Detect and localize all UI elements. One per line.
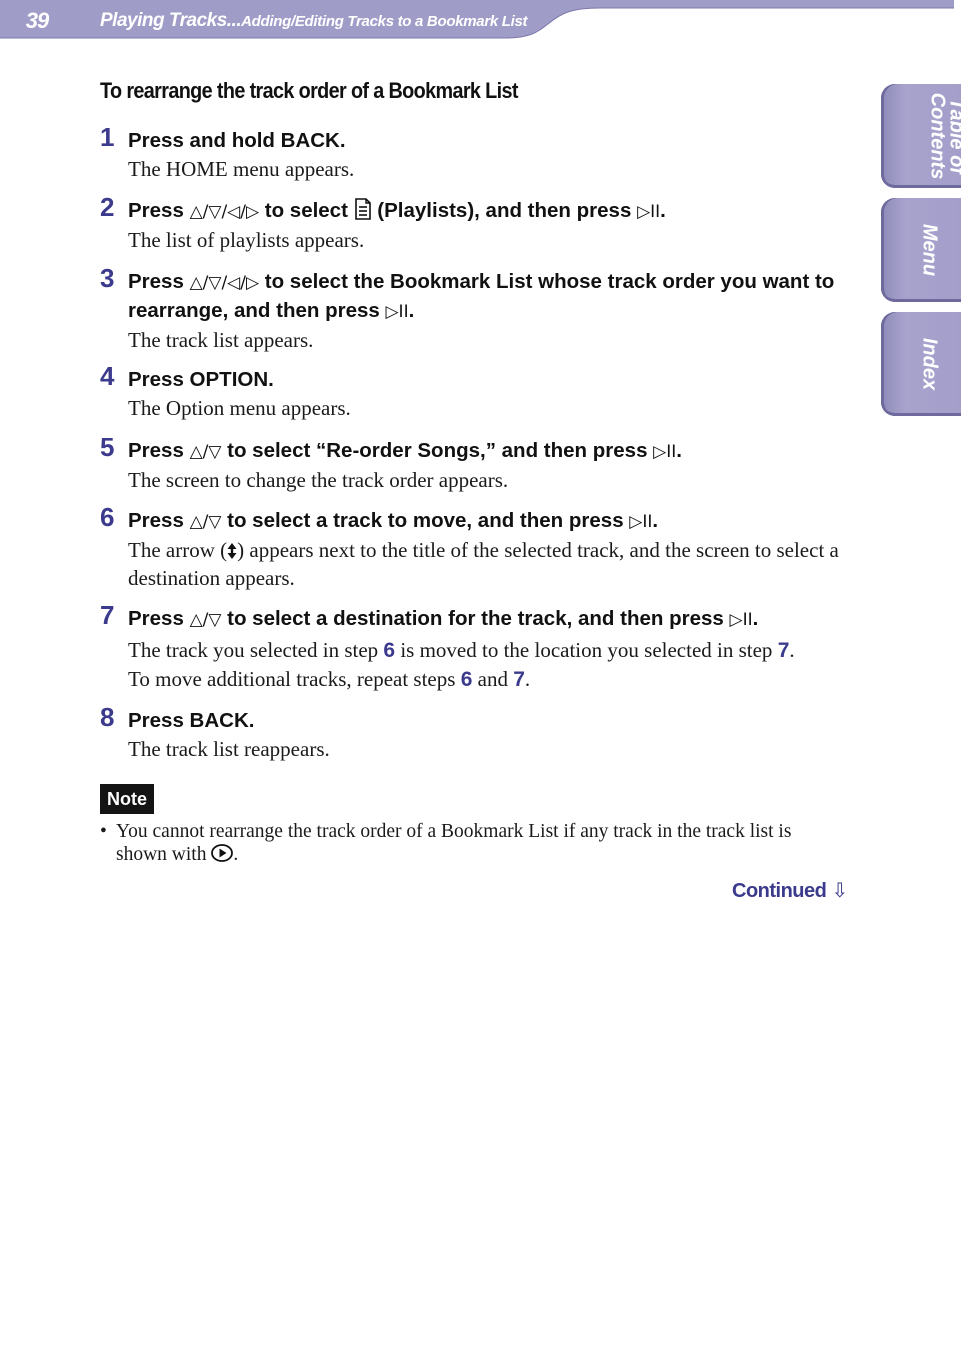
step-result-text: The arrow ( (128, 538, 228, 562)
step-ref[interactable]: 6 (383, 639, 396, 662)
step-result-text: is moved to the location you selected in step (395, 638, 778, 662)
note-label: Note (100, 784, 154, 814)
step-heading-text: to select “Re-order Songs,” and then press (221, 439, 654, 462)
direction-keys-icon: △/▽/◁/▷ (189, 273, 260, 293)
breadcrumb (100, 10, 527, 32)
up-down-keys-icon: △/▽ (189, 512, 222, 532)
step-8 (100, 702, 850, 763)
step-heading-text: to select a track to move, and then press (221, 509, 630, 532)
step-heading: Press △/▽/◁/▷ to select (Playlists), and then press ▷II. (128, 199, 666, 222)
step-heading: Press △/▽/◁/▷ to select the Bookmark List whose track order you want to rearrange, and then press ▷II. (128, 270, 835, 322)
tab-label-index: Index (918, 337, 941, 391)
step-result: The list of playlists appears. (128, 228, 365, 252)
step-number: 4 (100, 361, 115, 391)
continued-link[interactable] (732, 878, 848, 903)
step-heading-text: Press (128, 509, 190, 532)
play-pause-icon: ▷II (653, 442, 677, 462)
step-heading-text: Press (128, 199, 190, 222)
step-result (128, 536, 850, 592)
tab-menu[interactable] (881, 198, 961, 302)
step-heading: Press △/▽ to select “Re-order Songs,” and then press ▷II. (128, 439, 682, 462)
step-2 (100, 192, 850, 254)
step-heading-text: Press (128, 607, 190, 630)
step-result: The screen to change the track order appears. (128, 468, 509, 492)
playlist-icon (354, 198, 372, 220)
bullet: • (100, 821, 107, 842)
step-number: 5 (100, 432, 115, 462)
step-heading-text: to select (259, 199, 354, 222)
page-number: 39 (25, 8, 49, 33)
step-heading: Press and hold BACK. (128, 129, 346, 152)
note-item (100, 820, 840, 866)
step-result: The track list appears. (128, 328, 314, 352)
step-heading-text: to select a destination for the track, and then press (221, 607, 730, 630)
step-number: 7 (100, 600, 115, 630)
note-text: You cannot rearrange the track order of a Bookmark List if any track in the track list is shown with (116, 821, 792, 865)
step-result: The Option menu appears. (128, 396, 351, 420)
down-arrow-icon: ⇩ (831, 878, 848, 902)
tab-index[interactable] (881, 312, 961, 416)
step-result-text: and (472, 667, 514, 691)
tab-label-menu: Menu (918, 223, 941, 277)
step-number: 6 (100, 502, 115, 532)
step-ref[interactable]: 7 (513, 668, 525, 691)
up-down-keys-icon: △/▽ (189, 610, 222, 630)
step-heading: Press △/▽ to select a destination for the track, and then press ▷II. (128, 607, 759, 630)
step-result-text: The track you selected in step (128, 638, 384, 662)
step-heading-text: Press (128, 439, 190, 462)
step-result-text: . (789, 638, 795, 662)
step-4 (100, 361, 850, 422)
step-result-text: To move additional tracks, repeat steps (128, 667, 461, 691)
direction-keys-icon: △/▽/◁/▷ (189, 202, 260, 222)
step-result-text: . (524, 667, 531, 691)
step-heading-text: to select the Bookmark List whose track order you want to rearrange, and then press (128, 270, 835, 322)
step-7 (100, 600, 850, 694)
step-result (128, 636, 850, 694)
step-result: The HOME menu appears. (128, 157, 355, 181)
step-number: 8 (100, 702, 115, 732)
step-number: 3 (100, 263, 115, 293)
section-title: To rearrange the track order of a Bookmark List (100, 78, 518, 103)
play-pause-icon: ▷II (629, 512, 653, 532)
step-number: 1 (100, 122, 115, 152)
step-5 (100, 432, 850, 494)
breadcrumb-page: Adding/Editing Tracks to a Bookmark List (241, 13, 528, 30)
step-result-text: ) appears next to the title of the selected track, and the screen to select a destination appears. (128, 538, 839, 590)
play-pause-icon: ▷II (729, 610, 753, 630)
step-ref[interactable]: 7 (777, 639, 790, 662)
up-down-arrow-icon (227, 543, 237, 559)
step-1 (100, 122, 850, 183)
tab-table-of-contents[interactable] (881, 84, 967, 188)
disc-play-icon (211, 844, 233, 862)
breadcrumb-section[interactable]: Playing Tracks... (100, 10, 242, 31)
step-heading-text: Press (128, 270, 190, 293)
continued-label: Continued (732, 880, 827, 902)
tab-label-toc: Table of Contents (926, 92, 967, 180)
step-heading: Press BACK. (128, 709, 255, 732)
step-3 (100, 263, 850, 354)
step-heading: Press OPTION. (128, 368, 274, 391)
step-result: The track list reappears. (128, 737, 330, 761)
step-number: 2 (100, 192, 115, 222)
step-6 (100, 502, 850, 592)
step-heading: Press △/▽ to select a track to move, and then press ▷II. (128, 509, 659, 532)
step-heading-text: (Playlists), and then press (371, 199, 638, 222)
note-text: . (233, 844, 239, 865)
play-pause-icon: ▷II (385, 302, 409, 322)
up-down-keys-icon: △/▽ (189, 442, 222, 462)
page-header (0, 0, 954, 40)
step-ref[interactable]: 6 (460, 668, 473, 691)
play-pause-icon: ▷II (637, 202, 661, 222)
